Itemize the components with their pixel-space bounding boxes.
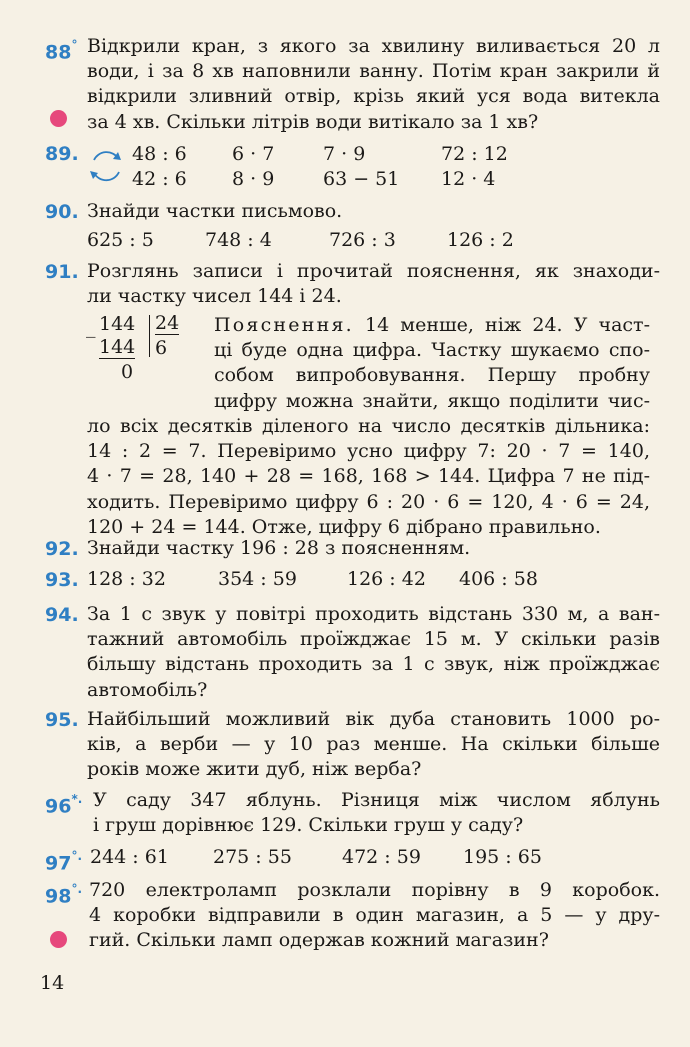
problem-number: 95. xyxy=(45,709,79,731)
problem-number: 98°. xyxy=(45,882,83,908)
expr-72-12: 72 : 12 xyxy=(441,143,508,165)
problem-number: 94. xyxy=(45,604,79,626)
dividend: 144 xyxy=(99,313,136,335)
pink-dot-icon xyxy=(50,110,67,127)
expr-244-61: 244 : 61 xyxy=(90,846,169,868)
expr-8-9: 8 · 9 xyxy=(232,168,275,190)
long-division: _ 144 144 0 24 6 xyxy=(86,312,180,383)
quotient: 6 xyxy=(155,337,168,359)
expr-625-5: 625 : 5 xyxy=(87,229,154,251)
problem-number: 92. xyxy=(45,538,79,560)
problem-number: 88° xyxy=(45,38,78,64)
expr-6-7: 6 · 7 xyxy=(232,143,275,165)
pink-dot-icon xyxy=(50,931,67,948)
problem-text: Відкрили кран, з якого за хвилину виливається 20 л води, і за 8 хв наповнили ванну. Потім кран закрили й відкрили зливний отвір, крізь який уся вода витекла за 4 хв. Скільки літрів води витікало за 1 хв? xyxy=(87,35,660,133)
problem-number: 91. xyxy=(45,261,79,283)
problem-number: 90. xyxy=(45,201,79,223)
problem-text: Найбільший можливий вік дуба становить 1000 ро- ків, а верби — у 10 раз менше. На скільки більше років може жити дуб, ніж верба? xyxy=(87,708,660,781)
explanation-side: Пояснення. 14 менше, ніж 24. У част- ці буде одна цифра. Частку шукаємо спо- собом випробовування. Першу пробну цифру можна знайти, якщо поділити чис- xyxy=(214,314,650,412)
expr-128-32: 128 : 32 xyxy=(87,568,166,590)
problem-number: 93. xyxy=(45,569,79,591)
expr-406-58: 406 : 58 xyxy=(459,568,538,590)
problem-text: Знайди частку 196 : 28 з поясненням. xyxy=(87,537,471,559)
page-number: 14 xyxy=(40,972,65,994)
expr-126-2: 126 : 2 xyxy=(447,229,514,251)
expr-275-55: 275 : 55 xyxy=(213,846,292,868)
remainder: 0 xyxy=(121,361,134,383)
problem-number: 89. xyxy=(45,143,79,165)
expr-7-9: 7 · 9 xyxy=(323,143,366,165)
division-bar xyxy=(149,315,150,357)
expr-354-59: 354 : 59 xyxy=(218,568,297,590)
circular-arrows-icon xyxy=(86,146,126,186)
problem-number: 96*. xyxy=(45,792,83,818)
expr-63-51: 63 − 51 xyxy=(323,168,400,190)
problem-number: 97°. xyxy=(45,849,83,875)
expr-126-42: 126 : 42 xyxy=(347,568,426,590)
expr-12-4: 12 · 4 xyxy=(441,168,496,190)
expr-726-3: 726 : 3 xyxy=(329,229,396,251)
problem-text: 720 електроламп розклали порівну в 9 коробок. 4 коробки відправили в один магазин, а 5 — у дру- гий. Скільки ламп одержав кожний магазин? xyxy=(89,879,660,952)
problem-text: У саду 347 яблунь. Різниця між числом яблунь і груш дорівнює 129. Скільки груш у саду? xyxy=(93,789,660,837)
problem-text: За 1 с звук у повітрі проходить відстань 330 м, а ван- тажний автомобіль проїжджає 15 м. У скільки разів більшу відстань проходить за 1 с звук, ніж проїжджає автомобіль? xyxy=(87,603,660,701)
expr-748-4: 748 : 4 xyxy=(205,229,272,251)
expr-195-65: 195 : 65 xyxy=(463,846,542,868)
explanation-full: ло всіх десятків діленого на число десятків дільника: 14 : 2 = 7. Перевіримо усно цифру 7: 20 · 7 = 140, 4 · 7 = 28, 140 + 28 = 168, 168 > 144. Цифра 7 не під- ходить. Перевіримо цифру 6 : 20 · 6 = 120, 4 · 6 = 24, 120 + 24 = 144. Отже, цифру 6 дібрано правильно. xyxy=(87,415,650,538)
problem-text: Знайди частки письмово. xyxy=(87,200,343,222)
divisor: 24 xyxy=(155,312,180,334)
expr-472-59: 472 : 59 xyxy=(342,846,421,868)
subtrahend: 144 xyxy=(99,336,136,358)
expr-42-6: 42 : 6 xyxy=(132,168,187,190)
expr-48-6: 48 : 6 xyxy=(132,143,187,165)
problem-text: Розглянь записи і прочитай пояснення, як знаходи- ли частку чисел 144 і 24. xyxy=(87,260,660,308)
